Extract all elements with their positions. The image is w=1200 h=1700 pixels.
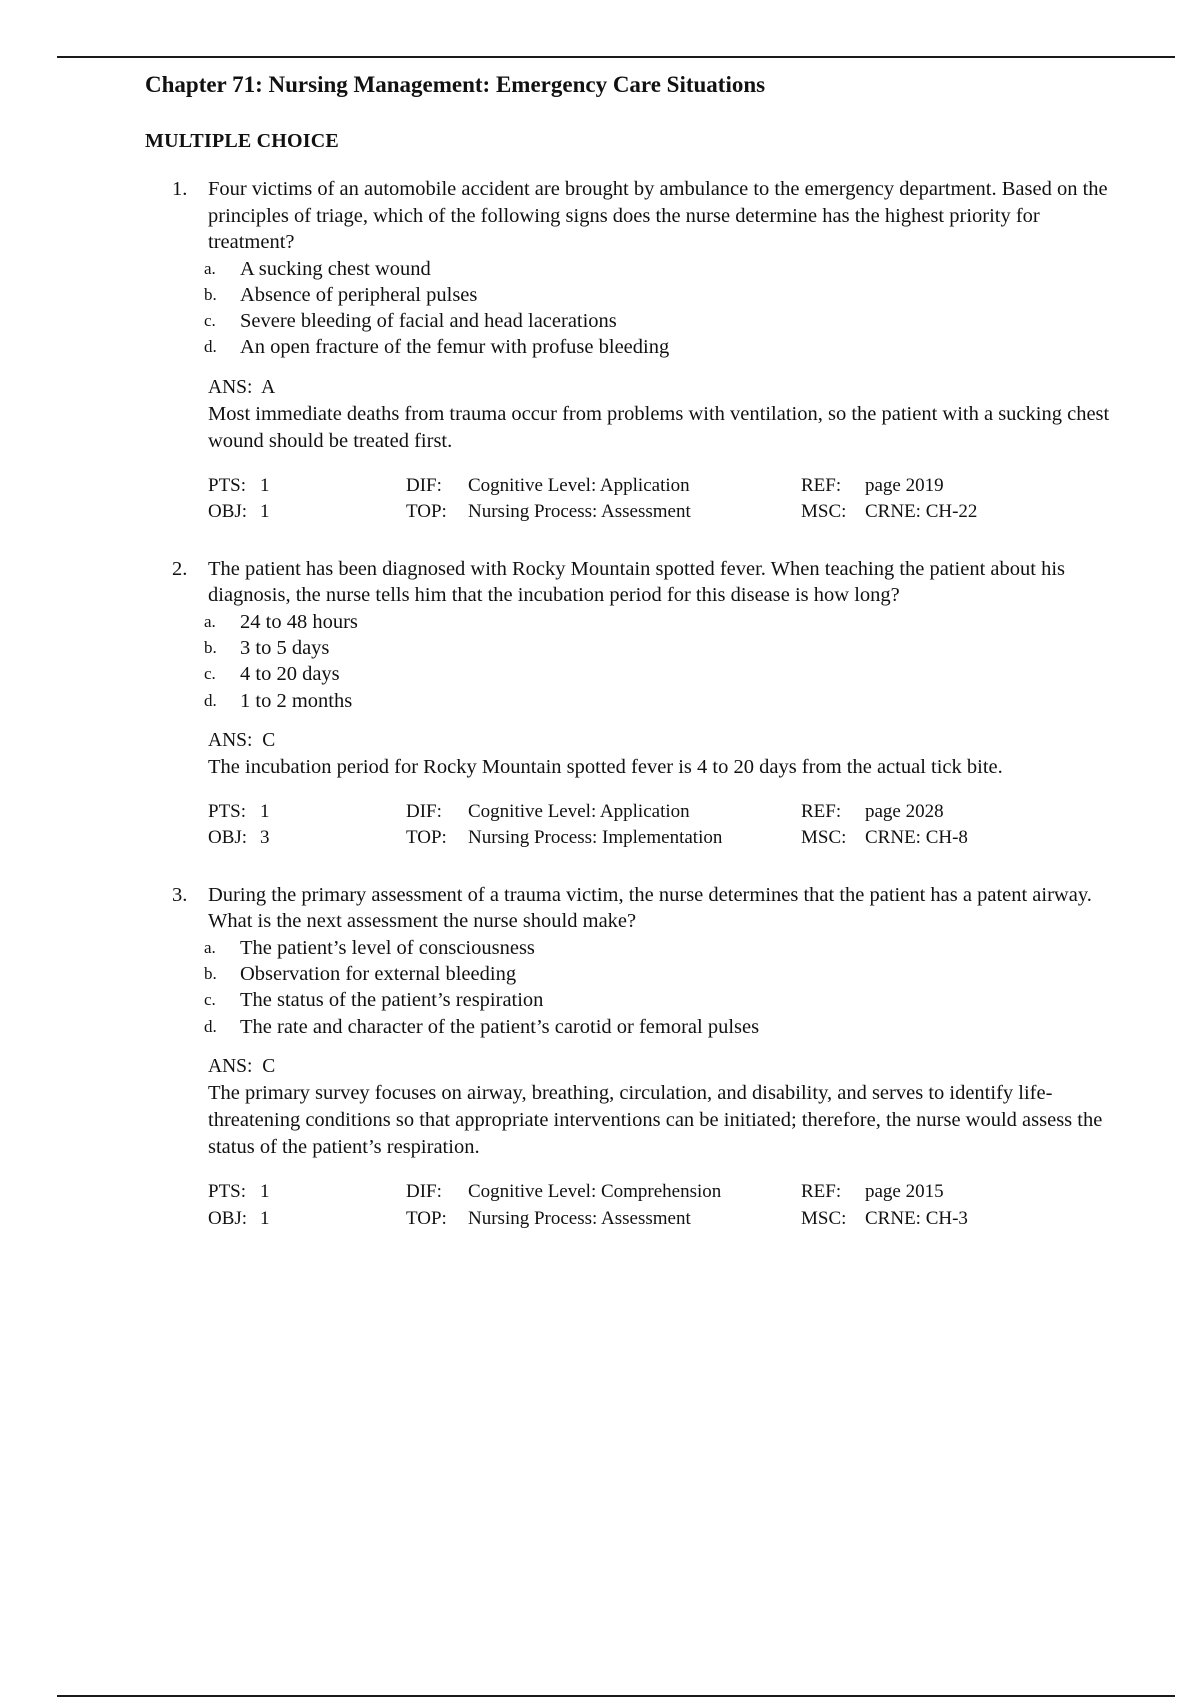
option-letter: b.	[204, 637, 217, 657]
rationale: The primary survey focuses on airway, breathing, circulation, and disability, and serves to identify life-threatening conditions so that appropriate interventions can be initiated; therefore, the nurse would assess the status of the patient’s respiration.	[208, 1082, 1103, 1159]
question-number: 2.	[172, 557, 188, 580]
obj-value: 3	[260, 827, 270, 849]
rationale: The incubation period for Rocky Mountain spotted fever is 4 to 20 days from the actual tick bite.	[208, 755, 1003, 778]
option-letter: c.	[204, 664, 216, 684]
option-letter: d.	[204, 337, 217, 357]
top-label: TOP:	[406, 827, 447, 849]
option-letter: a.	[204, 258, 216, 278]
option-letter: a.	[204, 937, 216, 957]
top-label: TOP:	[406, 1207, 447, 1229]
answer-label: ANS:	[208, 1056, 253, 1078]
dif-value: Cognitive Level: Application	[468, 800, 690, 822]
option-letter: a.	[204, 611, 216, 631]
option-a	[204, 256, 1128, 282]
pts-value: 1	[260, 474, 270, 496]
answer-options	[204, 935, 1128, 1040]
answer-line	[208, 375, 1128, 401]
obj-value: 1	[260, 501, 270, 523]
section-heading: MULTIPLE CHOICE	[145, 130, 339, 152]
ref-value: page 2015	[865, 1181, 944, 1203]
obj-label: OBJ:	[208, 501, 248, 523]
question-metadata	[208, 1179, 1128, 1232]
question-number: 1.	[172, 178, 188, 200]
question-3	[172, 882, 1128, 1232]
dif-label: DIF:	[406, 474, 442, 496]
option-text: The status of the patient’s respiration	[240, 989, 544, 1012]
option-c	[204, 661, 1128, 687]
top-label: TOP:	[406, 501, 447, 523]
option-letter: b.	[204, 964, 217, 984]
top-value: Nursing Process: Assessment	[468, 501, 691, 523]
answer-label: ANS:	[208, 729, 253, 751]
obj-label: OBJ:	[208, 1207, 248, 1229]
pts-value: 1	[260, 1181, 270, 1203]
document-page	[145, 70, 1135, 1232]
question-number: 3.	[172, 883, 188, 906]
option-letter: d.	[204, 1016, 217, 1036]
answer-label: ANS:	[208, 376, 253, 398]
option-text: An open fracture of the femur with profuse bleeding	[240, 336, 670, 359]
dif-label: DIF:	[406, 800, 442, 822]
pts-value: 1	[260, 800, 270, 822]
ref-label: REF:	[801, 474, 842, 496]
bottom-divider	[57, 1695, 1175, 1697]
msc-value: CRNE: CH-3	[865, 1207, 968, 1229]
option-text: The patient’s level of consciousness	[240, 936, 535, 959]
msc-label: MSC:	[801, 827, 847, 849]
pts-label: PTS:	[208, 474, 247, 496]
dif-value: Cognitive Level: Comprehension	[468, 1181, 722, 1203]
option-text: 3 to 5 days	[240, 636, 330, 659]
answer-line	[208, 1054, 1128, 1080]
option-letter: b.	[204, 284, 217, 304]
option-text: The rate and character of the patient’s carotid or femoral pulses	[240, 1015, 760, 1038]
rationale: Most immediate deaths from trauma occur from problems with ventilation, so the patient with a sucking chest wound should be treated first.	[208, 402, 1110, 452]
option-letter: c.	[204, 311, 216, 331]
option-text: Observation for external bleeding	[240, 963, 517, 986]
option-text: Severe bleeding of facial and head lacerations	[240, 310, 617, 333]
msc-label: MSC:	[801, 501, 847, 523]
top-divider	[57, 56, 1175, 58]
msc-value: CRNE: CH-22	[865, 501, 978, 523]
option-text: A sucking chest wound	[240, 257, 431, 280]
obj-value: 1	[260, 1207, 270, 1229]
ref-value: page 2028	[865, 800, 944, 822]
dif-value: Cognitive Level: Application	[468, 474, 690, 496]
ref-label: REF:	[801, 800, 842, 822]
ref-label: REF:	[801, 1181, 842, 1203]
top-value: Nursing Process: Assessment	[468, 1207, 691, 1229]
option-b	[204, 961, 1128, 987]
option-d	[204, 688, 1128, 714]
question-stem: Four victims of an automobile accident are brought by ambulance to the emergency department. Based on the principles of triage, which of the following signs does the nurse determine has the highest priority for treatment?	[208, 178, 1108, 253]
question-metadata	[208, 799, 1128, 852]
option-text: 24 to 48 hours	[240, 610, 358, 633]
question-1	[172, 176, 1128, 526]
question-metadata	[208, 473, 1128, 526]
msc-value: CRNE: CH-8	[865, 827, 968, 849]
question-stem: The patient has been diagnosed with Rocky Mountain spotted fever. When teaching the patient about his diagnosis, the nurse tells him that the incubation period for this disease is how long?	[208, 557, 1065, 607]
dif-label: DIF:	[406, 1181, 442, 1203]
obj-label: OBJ:	[208, 827, 248, 849]
option-a	[204, 609, 1128, 635]
option-d	[204, 1014, 1128, 1040]
option-letter: d.	[204, 690, 217, 710]
pts-label: PTS:	[208, 1181, 247, 1203]
option-d	[204, 334, 1128, 360]
option-a	[204, 935, 1128, 961]
answer-value: A	[261, 376, 276, 398]
answer-line	[208, 728, 1128, 754]
option-b	[204, 635, 1128, 661]
pts-label: PTS:	[208, 800, 247, 822]
option-text: 1 to 2 months	[240, 689, 353, 712]
option-letter: c.	[204, 990, 216, 1010]
ref-value: page 2019	[865, 474, 944, 496]
answer-value: C	[262, 1056, 276, 1078]
option-c	[204, 987, 1128, 1013]
chapter-title: Chapter 71: Nursing Management: Emergency Care Situations	[145, 72, 766, 97]
answer-options	[204, 256, 1128, 361]
answer-options	[204, 609, 1128, 714]
option-text: Absence of peripheral pulses	[240, 283, 478, 306]
top-value: Nursing Process: Implementation	[468, 827, 723, 849]
question-stem: During the primary assessment of a trauma victim, the nurse determines that the patient has a patent airway. What is the next assessment the nurse should make?	[208, 883, 1092, 933]
option-text: 4 to 20 days	[240, 663, 340, 686]
msc-label: MSC:	[801, 1207, 847, 1229]
option-b	[204, 282, 1128, 308]
answer-value: C	[262, 729, 276, 751]
option-c	[204, 308, 1128, 334]
question-2	[172, 556, 1128, 852]
